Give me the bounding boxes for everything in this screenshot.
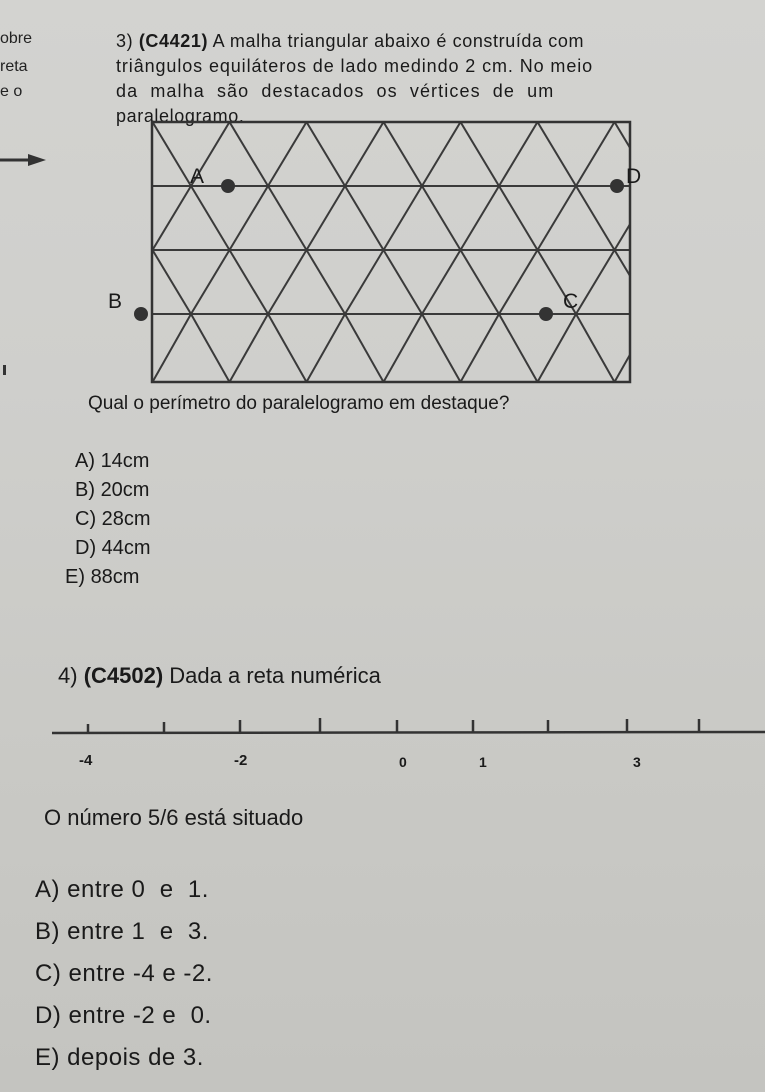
label-D: D xyxy=(626,165,642,188)
q3-text-line4: paralelogramo. xyxy=(116,106,245,126)
vertex-C xyxy=(539,307,553,321)
q4-option-a[interactable] xyxy=(35,876,209,904)
option-letter: C) xyxy=(75,508,97,530)
vertex-A xyxy=(221,179,235,193)
option-letter: B) xyxy=(35,918,60,945)
q3-option-c[interactable] xyxy=(75,508,151,531)
q4-option-c[interactable] xyxy=(35,960,213,988)
option-letter: D) xyxy=(75,537,97,559)
q3-text-line1: A malha triangular abaixo é construída com xyxy=(212,31,585,51)
triangular-grid-figure xyxy=(0,0,765,400)
option-text: entre -4 e -2. xyxy=(68,960,213,987)
option-text: depois de 3. xyxy=(67,1044,204,1071)
option-letter: C) xyxy=(35,960,62,987)
option-text: 28cm xyxy=(101,508,151,530)
q3-option-b[interactable] xyxy=(75,479,149,502)
tick-label: -2 xyxy=(234,752,248,769)
q4-statement: O número 5/6 está situado xyxy=(44,805,304,830)
option-letter: A) xyxy=(75,450,95,472)
q3-option-e[interactable] xyxy=(65,566,139,589)
vertex-D xyxy=(610,179,624,193)
grid-frame xyxy=(152,122,630,382)
vertex-B xyxy=(134,307,148,321)
label-B: B xyxy=(108,290,123,313)
number-line xyxy=(0,700,765,780)
q4-code: (C4502) xyxy=(83,663,164,688)
option-text: entre -2 e 0. xyxy=(68,1002,212,1029)
margin-text-1: obre xyxy=(0,30,33,47)
option-letter: A) xyxy=(35,876,60,903)
label-A: A xyxy=(190,165,205,188)
tick-label: 0 xyxy=(399,754,407,770)
q3-text-line3: da malha são destacados os vértices de um xyxy=(116,81,555,101)
number-line-axis xyxy=(52,732,765,733)
option-letter: D) xyxy=(35,1002,62,1029)
option-text: 88cm xyxy=(90,566,140,588)
option-text: 14cm xyxy=(100,450,150,472)
q3-option-a[interactable] xyxy=(75,450,149,473)
q3-code: (C4421) xyxy=(138,31,209,51)
option-text: entre 0 e 1. xyxy=(67,876,209,903)
option-text: 20cm xyxy=(100,479,150,501)
option-letter: E) xyxy=(35,1044,60,1071)
q3-text-line2: triângulos equiláteros de lado medindo 2 cm. No meio xyxy=(116,56,594,76)
label-C: C xyxy=(563,290,579,313)
tick-label: 3 xyxy=(633,754,641,770)
q4-number: 4) xyxy=(58,663,78,688)
option-letter: B) xyxy=(75,479,95,501)
tick-label: -4 xyxy=(79,752,93,769)
q4-title: Dada a reta numérica xyxy=(169,663,381,688)
q4-option-d[interactable] xyxy=(35,1002,212,1030)
option-text: 44cm xyxy=(101,537,151,559)
margin-text-2: reta xyxy=(0,58,28,75)
option-letter: E) xyxy=(65,566,85,588)
q4-option-b[interactable] xyxy=(35,918,209,946)
tick-label: 1 xyxy=(479,754,487,770)
option-text: entre 1 e 3. xyxy=(67,918,209,945)
margin-text-3: e o xyxy=(0,83,23,100)
q4-option-e[interactable] xyxy=(35,1044,204,1072)
q3-option-d[interactable] xyxy=(75,537,151,560)
q3-number: 3) xyxy=(116,31,134,51)
q3-question: Qual o perímetro do paralelogramo em destaque? xyxy=(88,393,510,414)
